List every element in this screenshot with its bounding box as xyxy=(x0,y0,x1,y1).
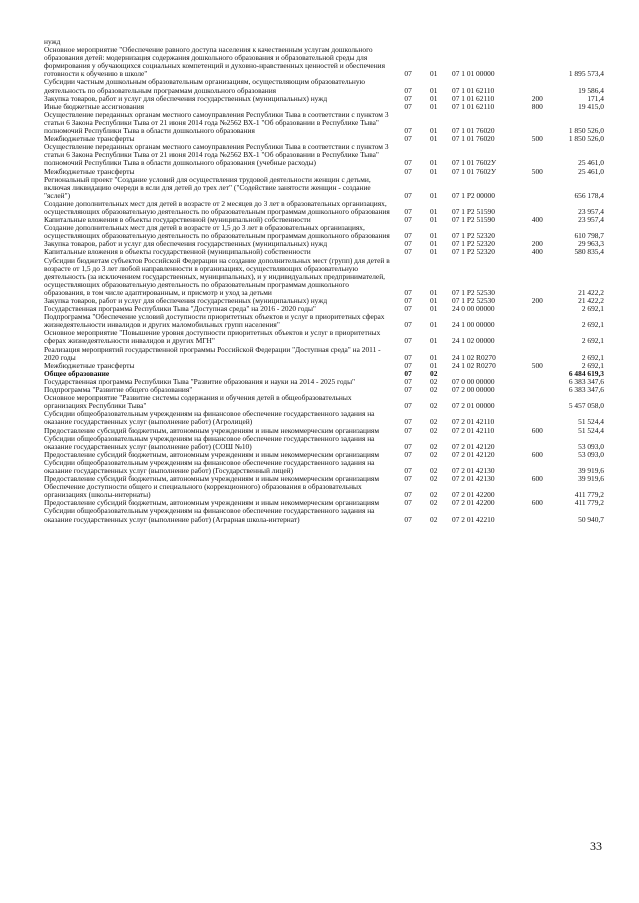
row-section-code: 07 xyxy=(404,296,412,305)
row-section-code: 07 xyxy=(404,449,412,459)
row-amount: 50 940,7 xyxy=(578,514,604,524)
row-amount: 51 524,4 xyxy=(578,417,604,427)
row-subsection-code: 02 xyxy=(430,401,438,411)
row-section-code: 07 xyxy=(404,514,412,524)
row-target-article-code: 07 1 P2 51590 xyxy=(452,215,495,225)
budget-table-container xyxy=(44,38,604,524)
table-row xyxy=(44,313,604,329)
row-expense-type-code xyxy=(524,394,551,410)
row-expense-type-code xyxy=(524,483,551,499)
row-subsection-code: 01 xyxy=(430,190,438,200)
row-target-article-code: 07 1 P2 52320 xyxy=(452,239,495,249)
row-description: Субсидии частным дошкольным образовательным организациям, осуществляющим образовательную деятельность по образовательным программам дошкольного образования xyxy=(44,77,366,95)
budget-table xyxy=(44,38,604,524)
row-expense-type-code: 500 xyxy=(531,166,543,176)
row-description: Обеспечение доступности общего и специального (коррекционного) образования в образовательных организациях (школы-интернаты) xyxy=(44,482,362,500)
row-target-article-code: 07 1 P2 51590 xyxy=(452,206,495,216)
row-target-article-code: 07 1 P2 00000 xyxy=(452,190,495,200)
row-subsection-code: 02 xyxy=(430,385,438,395)
row-subsection-code: 02 xyxy=(430,417,438,427)
row-subsection-code: 01 xyxy=(430,215,438,225)
row-description: Создание дополнительных мест для детей в возрасте от 2 месяцев до 3 лет в образовательных организациях, осуществляющих образовательную деятельность по образовательным программам дошкольного образования xyxy=(44,198,390,216)
row-section-code: 07 xyxy=(404,166,412,176)
row-subsection-code: 02 xyxy=(430,425,438,435)
row-description: Региональный проект "Создание условий для осуществления трудовой деятельности женщин с детьми, включая ликвидацию очереди в ясли для детей до трех лет" ("Содействие занятости женщин - создание "яслей") xyxy=(44,174,371,200)
row-description: Межбюджетные трансферты xyxy=(44,360,135,370)
row-target-article-code: 07 2 01 42110 xyxy=(452,417,495,427)
row-description: нужд xyxy=(44,37,61,46)
row-target-article-code: 07 1 P2 52320 xyxy=(452,231,495,241)
row-amount: 29 963,3 xyxy=(578,239,604,249)
row-subsection-code: 01 xyxy=(430,352,438,362)
row-amount: 411 779,2 xyxy=(574,498,604,508)
row-description: Закупка товаров, работ и услуг для обеспечения государственных (муниципальных) нужд xyxy=(44,239,328,249)
row-amount: 6 383 347,6 xyxy=(568,385,604,395)
table-row xyxy=(44,483,604,499)
row-amount: 53 093,0 xyxy=(578,441,604,451)
row-subsection-code: 01 xyxy=(430,336,438,346)
row-description: Основное мероприятие "Повышение уровня доступности приоритетных объектов и услуг в приоритетных сферах жизнедеятельности инвалидов и других МГН" xyxy=(44,328,381,346)
row-expense-type-code xyxy=(524,370,551,378)
row-description: Капитальные вложения в объекты государственной (муниципальной) собственности xyxy=(44,247,311,257)
row-expense-type-code: 600 xyxy=(531,498,543,508)
row-target-article-code: 24 1 02 00000 xyxy=(452,336,495,346)
row-expense-type-code xyxy=(524,257,551,297)
row-amount: 19 586,4 xyxy=(578,85,604,95)
row-amount: 1 850 526,0 xyxy=(568,126,604,136)
row-expense-type-code: 200 xyxy=(531,296,543,305)
row-section-code: 07 xyxy=(404,206,412,216)
row-description: Осуществление переданных органам местного самоуправления Республики Тыва в соответствии с пунктом 3 статьи 6 Закона Республики Тыва от 21 июня 2014 года №2562 ВХ-1 "Об образовании в Республике Тыва" полномочий Республики Тыва в области дошкольного образования (учебные расходы) xyxy=(44,142,389,168)
row-expense-type-code xyxy=(524,111,551,135)
row-description: Основное мероприятие "Развитие системы содержания и обучения детей в общеобразовательных организациях Республики Тыва" xyxy=(44,393,352,411)
row-target-article-code: 07 2 01 42130 xyxy=(452,474,495,484)
page-number: 33 xyxy=(590,839,602,853)
row-expense-type-code xyxy=(524,459,551,475)
row-target-article-code: 07 2 01 00000 xyxy=(452,401,495,411)
row-subsection-code: 02 xyxy=(430,368,438,378)
table-row xyxy=(44,346,604,362)
row-expense-type-code xyxy=(524,378,551,386)
row-description: Капитальные вложения в объекты государственной (муниципальной) собственности xyxy=(44,215,311,225)
row-section-code: 07 xyxy=(404,190,412,200)
table-row xyxy=(44,394,604,410)
row-section-code: 07 xyxy=(404,385,412,395)
row-target-article-code: 07 1 01 00000 xyxy=(452,69,495,79)
row-subsection-code: 02 xyxy=(430,465,438,475)
row-amount xyxy=(551,38,604,46)
row-amount: 2 692,1 xyxy=(581,336,604,346)
row-amount: 19 415,0 xyxy=(578,101,604,111)
row-target-article-code: 07 0 00 00000 xyxy=(452,376,495,386)
row-section-code: 07 xyxy=(404,93,412,103)
row-subsection-code: 01 xyxy=(430,85,438,95)
row-description: Межбюджетные трансферты xyxy=(44,134,135,144)
row-amount: 39 919,6 xyxy=(578,474,604,484)
table-row xyxy=(44,176,604,200)
table-row xyxy=(44,362,604,370)
table-row xyxy=(44,46,604,78)
row-subsection-code: 01 xyxy=(430,69,438,79)
row-section-code: 07 xyxy=(404,465,412,475)
row-expense-type-code xyxy=(524,200,551,216)
row-expense-type-code xyxy=(524,176,551,200)
row-amount: 21 422,2 xyxy=(578,287,604,297)
row-expense-type-code: 200 xyxy=(531,93,543,103)
row-description: Предоставление субсидий бюджетным, автономным учреждениям и иным некоммерческим организациям xyxy=(44,474,380,484)
row-section-code: 07 xyxy=(404,69,412,79)
row-description: Подпрограмма "Развитие общего образования" xyxy=(44,385,193,395)
row-section-code: 07 xyxy=(404,304,412,314)
table-row xyxy=(44,224,604,240)
row-section-code: 07 xyxy=(404,101,412,111)
row-amount: 656 178,4 xyxy=(574,190,604,200)
row-amount: 610 798,7 xyxy=(574,231,604,241)
row-amount: 5 457 058,0 xyxy=(568,401,604,411)
row-expense-type-code xyxy=(524,46,551,78)
row-description: Межбюджетные трансферты xyxy=(44,166,135,176)
row-target-article-code: 07 1 01 62110 xyxy=(452,101,495,111)
row-target-article-code: 07 2 01 42200 xyxy=(452,498,495,508)
row-description: Субсидии бюджетам субъектов Российской Федерации на создание дополнительных мест (групп) для детей в возрасте от 1,5 до 3 лет любой направленности в организациях, осуществляющих образовательную деятельность (за исключением государственных, муниципальных), и у индивидуальных предпринимателей, осуществляющих образовательную деятельность по образовательным программам дошкольного образования, в том числе адаптированным, и присмотр и уход за детьми xyxy=(44,255,390,297)
row-amount: 171,4 xyxy=(587,93,604,103)
row-subsection-code: 01 xyxy=(430,166,438,176)
row-description: Реализация мероприятий государственной программы Российской Федерации "Доступная среда" на 2011 - 2020 годы xyxy=(44,344,381,362)
row-amount: 39 919,6 xyxy=(578,465,604,475)
table-row xyxy=(44,459,604,475)
row-description: Субсидии общеобразовательным учреждениям на финансовое обеспечение государственного задания на оказание государственных услуг (выполнение работ) (Аграрная школа-интернат) xyxy=(44,506,375,524)
table-row xyxy=(44,507,604,523)
row-section-code: 07 xyxy=(404,368,412,378)
row-expense-type-code xyxy=(524,507,551,523)
row-target-article-code: 07 1 01 7602У xyxy=(452,158,497,168)
table-row xyxy=(44,143,604,167)
row-expense-type-code: 400 xyxy=(531,215,543,225)
row-amount: 21 422,2 xyxy=(578,296,604,305)
row-section-code: 07 xyxy=(404,287,412,297)
row-amount: 1 850 526,0 xyxy=(568,134,604,144)
row-target-article-code: 24 0 00 00000 xyxy=(452,304,495,314)
row-amount: 23 957,4 xyxy=(578,206,604,216)
row-section-code: 07 xyxy=(404,247,412,257)
row-expense-type-code xyxy=(524,78,551,94)
table-row xyxy=(44,410,604,426)
row-section-code: 07 xyxy=(404,126,412,136)
row-section-code: 07 xyxy=(404,320,412,330)
row-expense-type-code: 800 xyxy=(531,101,543,111)
row-subsection-code: 01 xyxy=(430,158,438,168)
row-target-article-code: 07 1 P2 52530 xyxy=(452,287,495,297)
row-subsection-code: 01 xyxy=(430,247,438,257)
row-subsection-code xyxy=(421,38,446,46)
row-subsection-code: 01 xyxy=(430,239,438,249)
row-description: Субсидии общеобразовательным учреждениям на финансовое обеспечение государственного задания на оказание государственных услуг (выполнение работ) (Агролицей) xyxy=(44,409,375,427)
row-amount: 25 461,0 xyxy=(578,158,604,168)
row-amount: 6 383 347,6 xyxy=(568,376,604,386)
row-amount: 6 484 619,3 xyxy=(568,368,604,378)
row-expense-type-code xyxy=(524,224,551,240)
row-section-code: 07 xyxy=(404,352,412,362)
row-amount: 2 692,1 xyxy=(581,352,604,362)
row-amount: 51 524,4 xyxy=(578,425,604,435)
row-subsection-code: 01 xyxy=(430,304,438,314)
row-description: Создание дополнительных мест для детей в возрасте от 1,5 до 3 лет в образовательных организациях, осуществляющих образовательную деятельность по образовательным программам дошкольного образования xyxy=(44,223,390,241)
row-expense-type-code: 200 xyxy=(531,239,543,249)
row-amount: 411 779,2 xyxy=(574,490,604,500)
row-subsection-code: 02 xyxy=(430,441,438,451)
row-subsection-code: 01 xyxy=(430,320,438,330)
row-amount: 2 692,1 xyxy=(581,360,604,370)
row-amount: 53 093,0 xyxy=(578,449,604,459)
row-target-article-code: 07 2 01 42110 xyxy=(452,425,495,435)
row-description: Общее образование xyxy=(44,368,110,378)
row-description: Осуществление переданных органам местного самоуправления Республики Тыва в соответствии с пунктом 3 статьи 6 Закона Республики Тыва от 21 июня 2014 года №2562 ВХ-1 "Об образовании в Республике Тыва" полномочий Республики Тыва в области дошкольного образования xyxy=(44,109,389,136)
row-target-article-code: 07 1 01 62110 xyxy=(452,93,495,103)
row-target-article-code: 07 2 01 42120 xyxy=(452,441,495,451)
row-description: Субсидии общеобразовательным учреждениям на финансовое обеспечение государственного задания на оказание государственных услуг (выполнение работ) (СОШ №10) xyxy=(44,433,375,451)
row-expense-type-code xyxy=(524,410,551,426)
row-target-article-code: 07 1 01 62110 xyxy=(452,85,495,95)
table-row xyxy=(44,257,604,297)
row-section-code: 07 xyxy=(404,417,412,427)
row-amount: 2 692,1 xyxy=(581,304,604,314)
row-subsection-code: 01 xyxy=(430,134,438,144)
row-subsection-code: 01 xyxy=(430,206,438,216)
row-expense-type-code xyxy=(524,346,551,362)
row-expense-type-code: 600 xyxy=(531,474,543,484)
row-section-code: 07 xyxy=(404,441,412,451)
row-section-code: 07 xyxy=(404,498,412,508)
row-description: Иные бюджетные ассигнования xyxy=(44,101,145,111)
row-amount: 23 957,4 xyxy=(578,215,604,225)
row-target-article-code: 07 2 01 42210 xyxy=(452,514,495,524)
table-row xyxy=(44,435,604,451)
row-subsection-code: 02 xyxy=(430,498,438,508)
row-target-article-code: 07 2 00 00000 xyxy=(452,385,495,395)
row-amount: 2 692,1 xyxy=(581,320,604,330)
row-section-code xyxy=(395,38,422,46)
row-section-code: 07 xyxy=(404,215,412,225)
row-description: Закупка товаров, работ и услуг для обеспечения государственных (муниципальных) нужд xyxy=(44,296,328,305)
row-description: Предоставление субсидий бюджетным, автономным учреждениям и иным некоммерческим организациям xyxy=(44,425,380,435)
row-section-code: 07 xyxy=(404,85,412,95)
row-target-article-code: 07 1 P2 52320 xyxy=(452,247,495,257)
row-section-code: 07 xyxy=(404,401,412,411)
row-section-code: 07 xyxy=(404,490,412,500)
row-subsection-code: 02 xyxy=(430,376,438,386)
row-target-article-code: 24 1 02 R0270 xyxy=(452,352,496,362)
row-target-article-code: 07 2 01 42200 xyxy=(452,490,495,500)
row-section-code: 07 xyxy=(404,231,412,241)
row-target-article-code: 24 1 00 00000 xyxy=(452,320,495,330)
row-description: Субсидии общеобразовательным учреждениям на финансовое обеспечение государственного задания на оказание государственных услуг (выполнение работ) (Государственный лицей) xyxy=(44,457,375,475)
row-target-article-code: 07 2 01 42130 xyxy=(452,465,495,475)
row-amount: 1 895 573,4 xyxy=(568,69,604,79)
row-subsection-code: 02 xyxy=(430,514,438,524)
row-section-code: 07 xyxy=(404,376,412,386)
row-description: Государственная программа Республики Тыва "Развитие образования и науки на 2014 - 2025 годы" xyxy=(44,376,356,386)
row-expense-type-code xyxy=(524,305,551,313)
row-section-code: 07 xyxy=(404,239,412,249)
row-subsection-code: 02 xyxy=(430,490,438,500)
budget-table-body xyxy=(44,38,604,524)
table-row xyxy=(44,111,604,135)
row-section-code: 07 xyxy=(404,360,412,370)
row-description: Государственная программа Республики Тыва "Доступная среда" на 2016 - 2020 годы" xyxy=(44,304,316,314)
table-row xyxy=(44,78,604,94)
row-subsection-code: 01 xyxy=(430,101,438,111)
table-row xyxy=(44,329,604,345)
row-description: Закупка товаров, работ и услуг для обеспечения государственных (муниципальных) нужд xyxy=(44,93,328,103)
row-target-article-code: 07 2 01 42120 xyxy=(452,449,495,459)
row-expense-type-code xyxy=(524,386,551,394)
row-section-code: 07 xyxy=(404,474,412,484)
row-subsection-code: 02 xyxy=(430,474,438,484)
row-expense-type-code xyxy=(524,313,551,329)
row-expense-type-code: 600 xyxy=(531,425,543,435)
row-section-code: 07 xyxy=(404,425,412,435)
row-expense-type-code xyxy=(524,38,551,46)
row-target-article-code xyxy=(446,38,524,46)
row-section-code: 07 xyxy=(404,336,412,346)
row-target-article-code: 24 1 02 R0270 xyxy=(452,360,496,370)
row-expense-type-code: 500 xyxy=(531,360,543,370)
row-subsection-code: 01 xyxy=(430,287,438,297)
row-subsection-code: 01 xyxy=(430,296,438,305)
row-description: Предоставление субсидий бюджетным, автономным учреждениям и иным некоммерческим организациям xyxy=(44,498,380,508)
row-subsection-code: 02 xyxy=(430,449,438,459)
row-target-article-code: 07 1 01 7602У xyxy=(452,166,497,176)
row-subsection-code: 01 xyxy=(430,360,438,370)
table-row xyxy=(44,200,604,216)
row-subsection-code: 01 xyxy=(430,231,438,241)
row-description: Предоставление субсидий бюджетным, автономным учреждениям и иным некоммерческим организациям xyxy=(44,449,380,459)
row-amount: 25 461,0 xyxy=(578,166,604,176)
row-subsection-code: 01 xyxy=(430,93,438,103)
row-expense-type-code xyxy=(524,329,551,345)
row-section-code: 07 xyxy=(404,134,412,144)
row-expense-type-code: 400 xyxy=(531,247,543,257)
row-section-code: 07 xyxy=(404,158,412,168)
row-amount: 580 835,4 xyxy=(574,247,604,257)
row-expense-type-code: 500 xyxy=(531,134,543,144)
row-expense-type-code xyxy=(524,143,551,167)
row-target-article-code: 07 1 01 76020 xyxy=(452,134,495,144)
row-description: Основное мероприятие "Обеспечение равного доступа населения к качественным услугам дошкольного образования детей: модернизация содержания дошкольного образования и образовательной среды для формирования у обучающихся социальных компетенций и духовно-нравственных ценностей и обеспечения готовности к обучению в школе" xyxy=(44,45,386,79)
row-description: Подпрограмма "Обеспечение условий доступности приоритетных объектов и услуг в приоритетных сферах жизнедеятельности инвалидов и других маломобильных групп населения" xyxy=(44,312,385,330)
row-expense-type-code xyxy=(524,435,551,451)
row-target-article-code: 07 1 P2 52530 xyxy=(452,296,495,305)
row-expense-type-code: 600 xyxy=(531,449,543,459)
row-subsection-code: 01 xyxy=(430,126,438,136)
row-target-article-code: 07 1 01 76020 xyxy=(452,126,495,136)
